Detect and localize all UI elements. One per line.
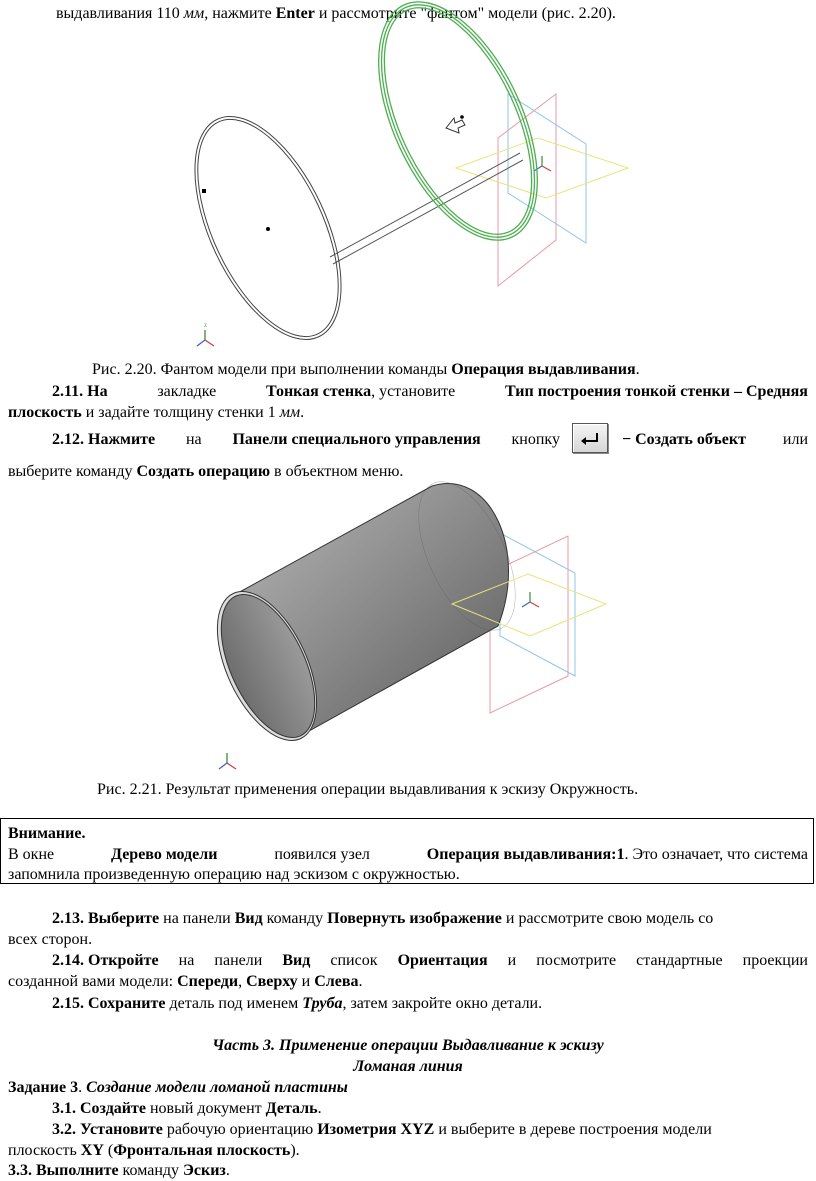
paragraph-2-13-line2: всех сторон. [8,931,93,948]
direction-arrow-icon [446,118,465,133]
svg-text:Z: Z [204,324,208,329]
paragraph-2-13-line1: 2.13. Выберите на панели Вид команду Повернуть изображение и рассмотрите свою модель со [52,910,714,927]
paragraph-3-2-line2: плоскость XY (Фронтальная плоскость). [8,1142,300,1159]
paragraph-3-3: 3.3. Выполните команду Эскиз. [8,1162,230,1179]
note-title: Внимание. [8,825,86,842]
paragraph-3-2-line1: 3.2. Установите рабочую ориентацию Изометрия XYZ и выберите в дереве построения модели [52,1121,712,1138]
paragraph-2-12-line2: выберите команду Создать операцию в объектном меню. [8,463,404,480]
plane-yz [500,533,575,676]
paragraph-2-12-line1-right: − Создать объект или [622,431,808,448]
task3-heading: Задание 3. Создание модели ломаной пластины [8,1079,348,1096]
paragraph-2-15: 2.15. Сохраните деталь под именем Труба, затем закройте окно детали. [52,995,543,1012]
note-line2: запомнила произведенную операцию над эскизом с окружностью. [8,866,460,883]
plane-xy [456,138,628,198]
part3-title-line1: Часть 3. Применение операции Выдавливание к эскизу [212,1037,604,1054]
paragraph-2-11-line2: плоскость и задайте толщину стенки 1 мм. [8,404,305,421]
paragraph-2-14-line1: 2.14. Откройте на панели Вид список Ориентация и посмотрите стандартные проекции [52,952,808,969]
figure-2-21-caption: Рис. 2.21. Результат применения операции выдавливания к эскизу Окружность. [97,781,639,798]
paragraph-2-12-line1-left: 2.12. Нажмите на Панели специального управления кнопку [52,431,560,448]
part3-title-line2: Ломаная линия [353,1058,463,1075]
enter-icon [573,424,609,454]
paragraph-2-14-line2: созданной вами модели: Спереди, Сверху и Слева. [8,973,363,990]
note-line1: В окне Дерево модели появился узел Операция выдавливания:1. Это означает, что система [8,846,808,863]
create-object-button[interactable] [572,423,608,453]
figure-2-20-caption: Рис. 2.20. Фантом модели при выполнении команды Операция выдавливания. [92,361,640,378]
figure-2-21 [0,478,816,778]
paragraph-3-1: 3.1. Создайте новый документ Деталь. [52,1100,322,1117]
paragraph-2-11-line1: 2.11. На закладке Тонкая стенка, установите Тип построения тонкой стенки – Средняя [52,383,808,400]
figure-2-20 [0,28,816,358]
top-line: выдавливания 110 мм, нажмите Enter и рассмотрите "фантом" модели (рис. 2.20). [56,5,616,22]
